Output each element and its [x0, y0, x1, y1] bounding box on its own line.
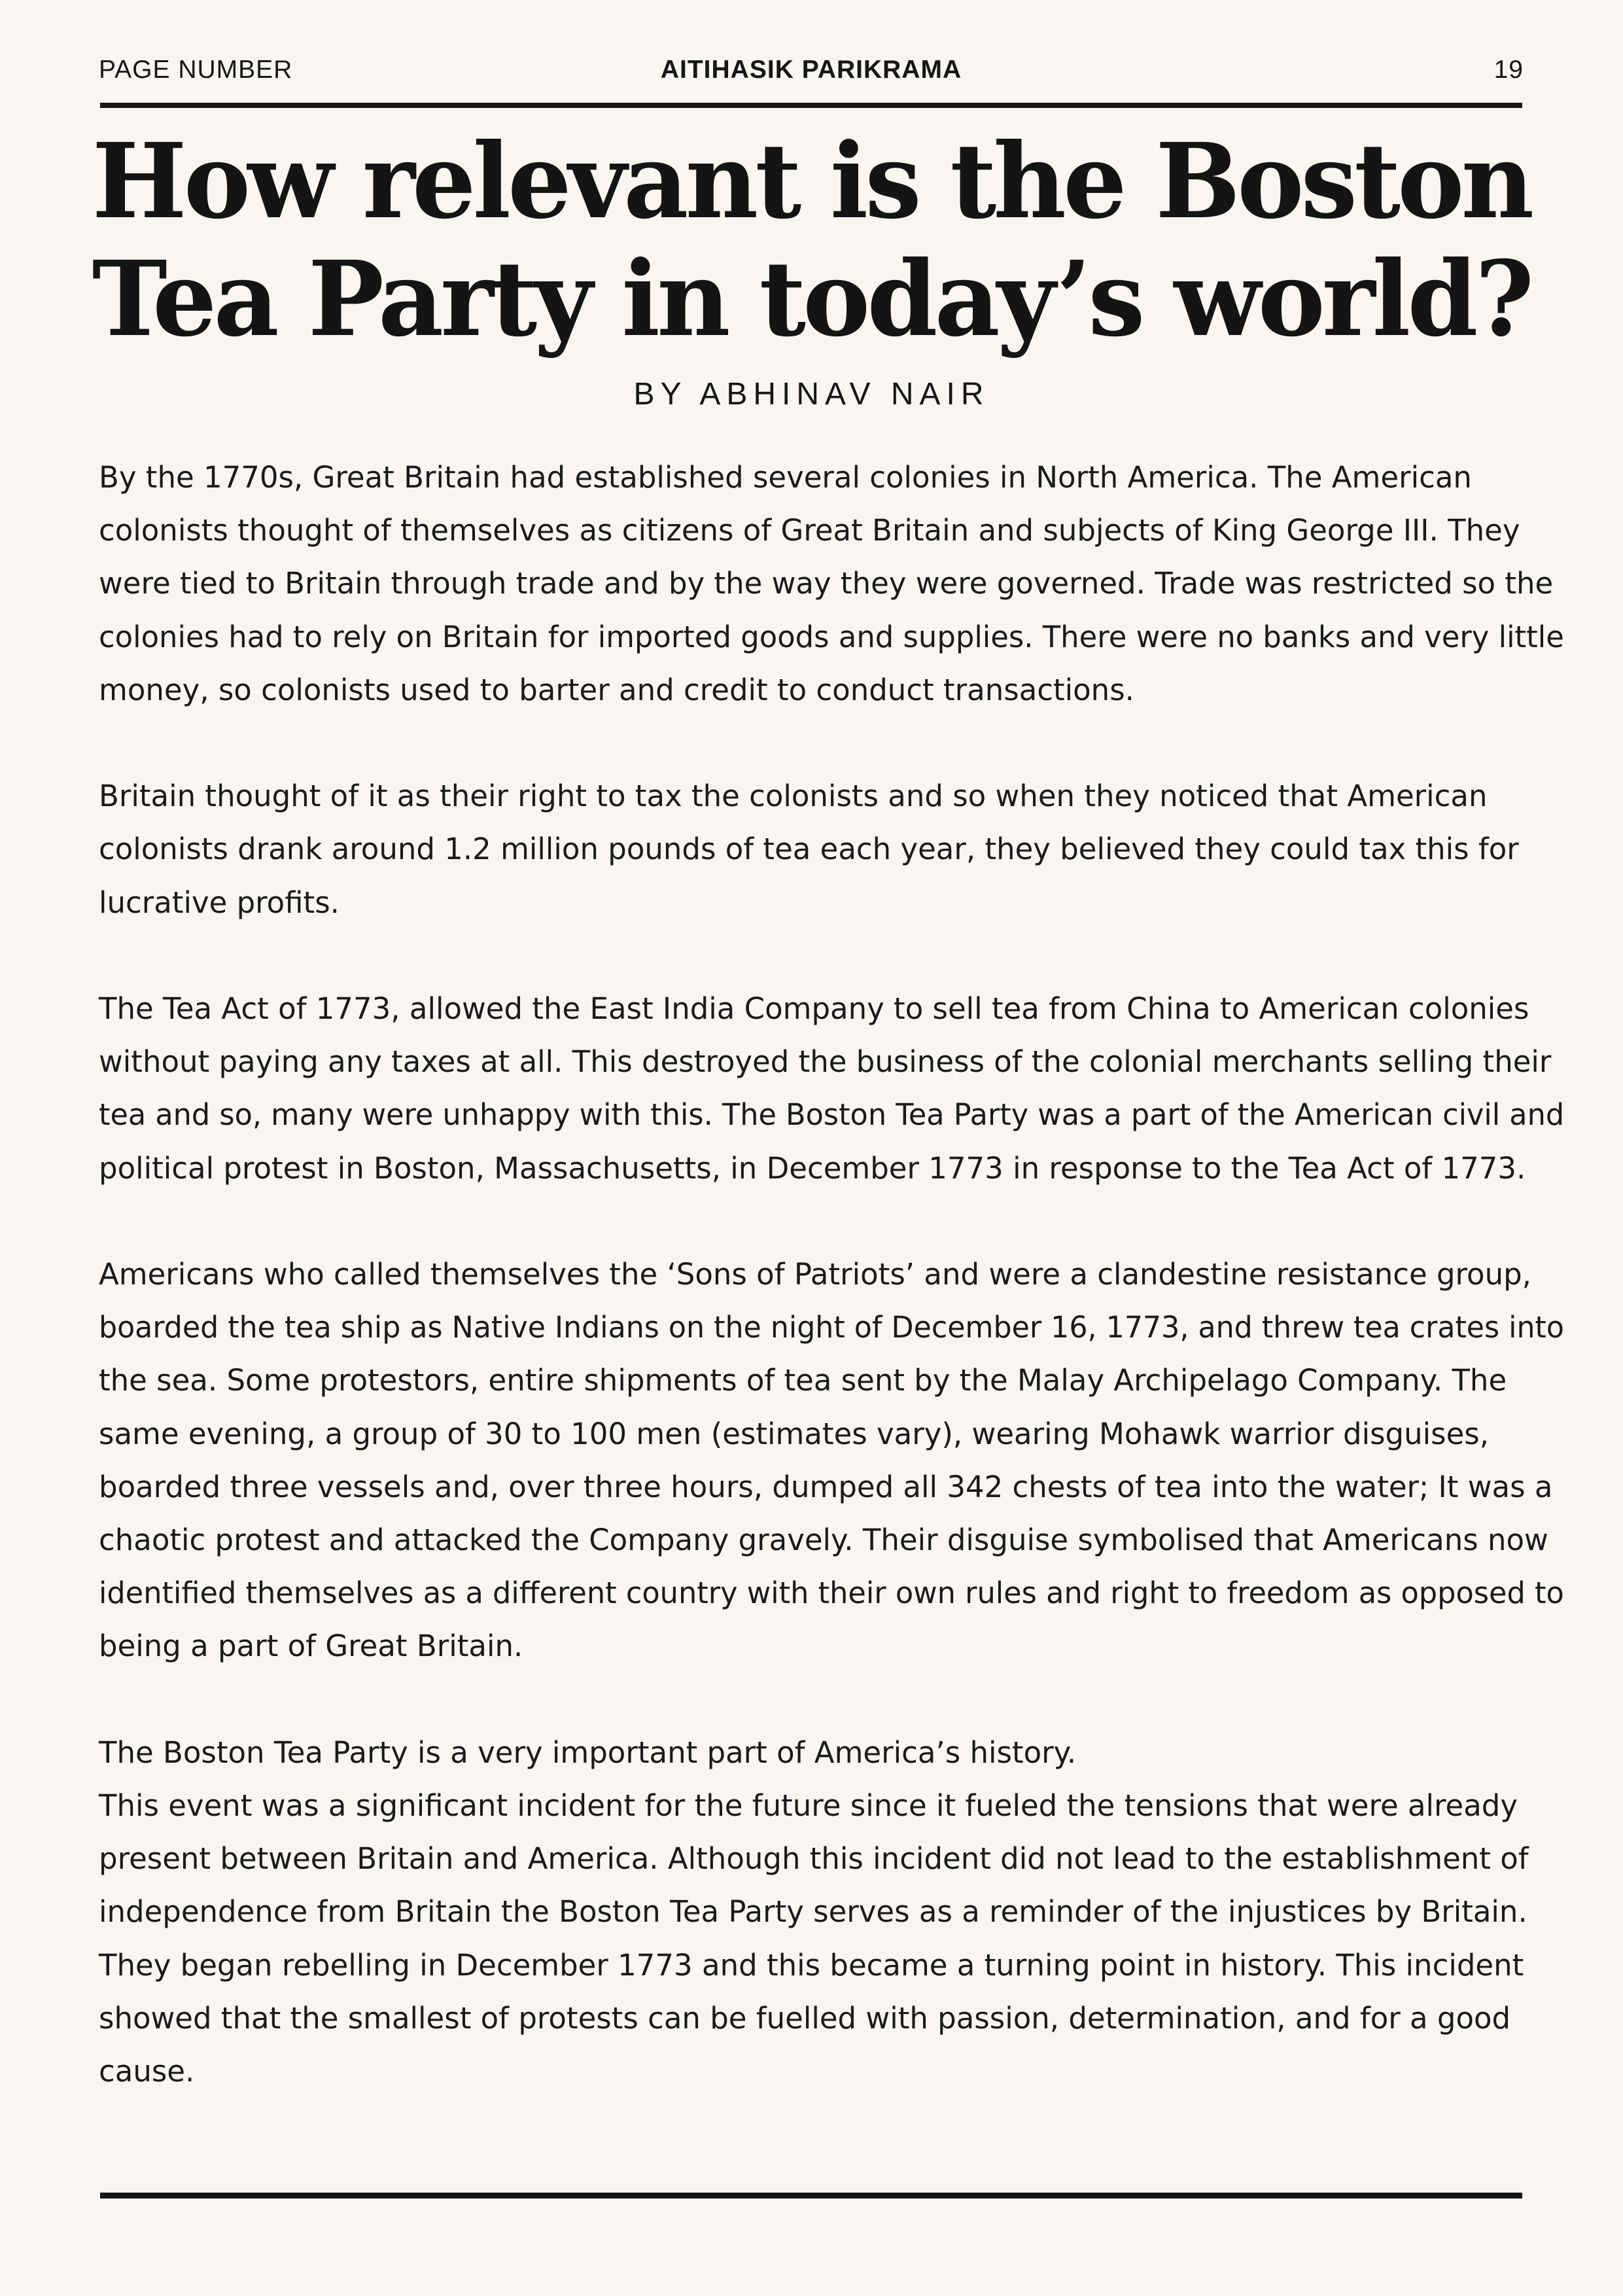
paragraph-line: Americans who called themselves the ‘Sons of Patriots’ and were a clandestine resistance group, — [99, 1257, 1531, 1292]
paragraph-line: same evening, a group of 30 to 100 men (estimates vary), wearing Mohawk warrior disguises, — [99, 1416, 1490, 1451]
article-title-line: Tea Party in today’s world? — [92, 239, 1531, 360]
page-number-label: PAGE NUMBER — [99, 56, 293, 84]
paragraph-line: lucrative profits. — [99, 885, 340, 920]
paragraph-line: They began rebelling in December 1773 and this became a turning point in history. This incident — [99, 1947, 1524, 1983]
paragraph-line: Britain thought of it as their right to tax the colonists and so when they noticed that American — [99, 779, 1488, 814]
page-number: 19 — [1493, 56, 1524, 84]
paragraph-line: The Boston Tea Party is a very important part of America’s history. — [99, 1735, 1077, 1770]
paragraph-line: colonists thought of themselves as citizens of Great Britain and subjects of King George III. They — [99, 513, 1520, 548]
article-paragraph — [99, 982, 1564, 1195]
paragraph-line: without paying any taxes at all. This destroyed the business of the colonial merchants selling their — [99, 1044, 1552, 1080]
paragraph-line: political protest in Boston, Massachusetts, in December 1773 in response to the Tea Act of 1773. — [99, 1150, 1526, 1186]
paragraph-line: tea and so, many were unhappy with this. The Boston Tea Party was a part of the American civil and — [99, 1097, 1565, 1133]
article-paragraph — [99, 1726, 1564, 2098]
paragraph-line: colonies had to rely on Britain for imported goods and supplies. There were no banks and very little — [99, 619, 1564, 654]
article-paragraph — [99, 1248, 1564, 1673]
article-body — [99, 451, 1564, 2151]
article-title — [65, 123, 1558, 359]
article-paragraph — [99, 769, 1564, 929]
paragraph-line: boarded the tea ship as Native Indians on the night of December 16, 1773, and threw tea crates into — [99, 1310, 1564, 1345]
paragraph-line: This event was a significant incident for the future since it fueled the tensions that were already — [99, 1788, 1518, 1824]
article-paragraph — [99, 451, 1564, 716]
paragraph-line: chaotic protest and attacked the Company gravely. Their disguise symbolised that Americans now — [99, 1523, 1548, 1558]
paragraph-line: colonists drank around 1.2 million pounds of tea each year, they believed they could tax this for — [99, 832, 1519, 867]
paragraph-line: the sea. Some protestors, entire shipments of tea sent by the Malay Archipelago Company. The — [99, 1363, 1507, 1398]
paragraph-line: being a part of Great Britain. — [99, 1629, 523, 1664]
author-byline: BY ABHINAV NAIR — [633, 377, 990, 412]
article-title-line: How relevant is the Boston — [92, 121, 1531, 242]
paragraph-line: money, so colonists used to barter and credit to conduct transactions. — [99, 672, 1134, 707]
page-header — [99, 54, 1524, 86]
paragraph-line: cause. — [99, 2054, 195, 2089]
paragraph-line: The Tea Act of 1773, allowed the East India Company to sell tea from China to American colonies — [99, 991, 1529, 1026]
footer-divider — [100, 2193, 1522, 2199]
magazine-name: AITIHASIK PARIKRAMA — [660, 56, 962, 84]
paragraph-line: boarded three vessels and, over three hours, dumped all 342 chests of tea into the water; It was a — [99, 1469, 1553, 1504]
paragraph-line: showed that the smallest of protests can be fuelled with passion, determination, and for a good — [99, 2000, 1511, 2036]
paragraph-line: By the 1770s, Great Britain had established several colonies in North America. The American — [99, 460, 1472, 495]
paragraph-line: present between Britain and America. Although this incident did not lead to the establishment of — [99, 1841, 1529, 1877]
header-divider — [100, 103, 1522, 108]
paragraph-line: independence from Britain the Boston Tea Party serves as a reminder of the injustices by Britain. — [99, 1894, 1527, 1930]
paragraph-line: identified themselves as a different country with their own rules and right to freedom as opposed to — [99, 1576, 1564, 1611]
paragraph-line: were tied to Britain through trade and by the way they were governed. Trade was restricted so the — [99, 566, 1554, 601]
